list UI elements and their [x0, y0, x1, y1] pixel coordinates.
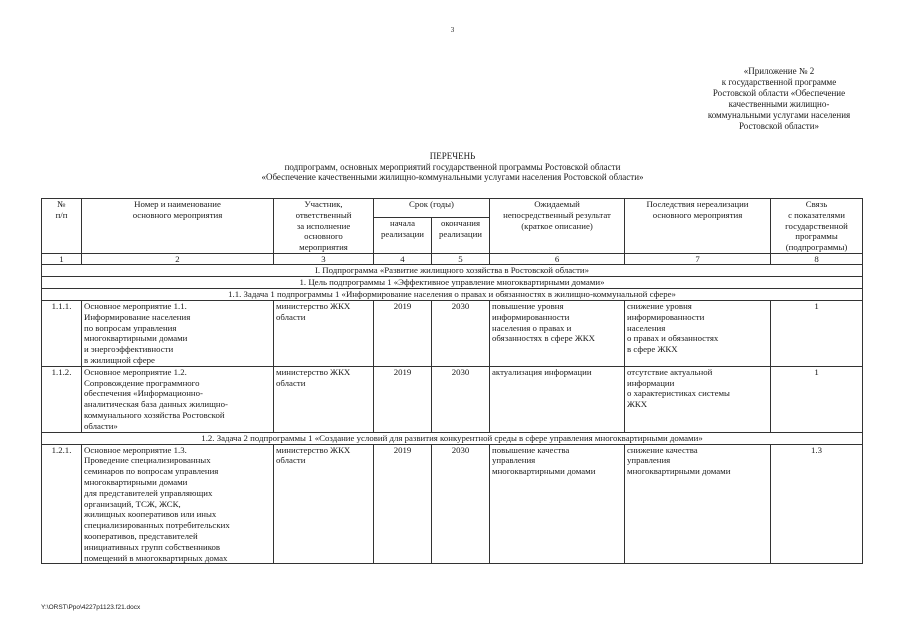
row-participant: министерство ЖКХ области: [274, 444, 374, 564]
header-name: Номер и наименование основного мероприятия: [82, 199, 274, 254]
header-consequences: Последствия нереализации основного мероприятия: [625, 199, 771, 254]
column-number-row: [42, 253, 863, 264]
column-number: 7: [625, 253, 771, 264]
header-start: начала реализации: [374, 217, 432, 253]
row-consequences: снижение уровня информированности населения о правах и обязанностях в сфере ЖКХ: [625, 300, 771, 366]
header-row: [42, 199, 863, 218]
annex-line: Ростовской области»: [738, 121, 820, 131]
row-participant: министерство ЖКХ области: [274, 300, 374, 366]
annex-line: коммунальными услугами населения: [707, 110, 851, 120]
column-number: 6: [490, 253, 625, 264]
row-link: 1: [771, 300, 863, 366]
header-num: № п/п: [42, 199, 82, 254]
row-link: 1: [771, 366, 863, 432]
row-name: Основное мероприятие 1.2. Сопровождение программного обеспечения «Информационно- аналитическая база данных жилищно- коммунального хозяйства Ростовской области»: [82, 366, 274, 432]
measures-table: [41, 198, 863, 564]
header-term: Срок (годы): [374, 199, 490, 218]
subprogram-title: I. Подпрограмма «Развитие жилищного хозяйства в Ростовской области»: [42, 264, 863, 276]
row-consequences: снижение качества управления многоквартирными домами: [625, 444, 771, 564]
row-name: Основное мероприятие 1.1. Информирование населения по вопросам управления многоквартирными домами и энергоэффективности в жилищной сфере: [82, 300, 274, 366]
annex-block: [680, 66, 878, 132]
row-result: повышение уровня информированности населения о правах и обязанностях в сфере ЖКХ: [490, 300, 625, 366]
header-end: окончания реализации: [432, 217, 490, 253]
title-line: «Обеспечение качественными жилищно-коммунальными услугами населения Ростовской области»: [261, 172, 644, 182]
column-number: 3: [274, 253, 374, 264]
title-heading: ПЕРЕЧЕНЬ: [429, 151, 476, 161]
table-row: [42, 444, 863, 564]
goal-title: 1. Цель подпрограммы 1 «Эффективное управление многоквартирными домами»: [42, 276, 863, 288]
file-path-footer: Y:\ORST\Ppo\4227p1123.f21.docx: [41, 604, 141, 611]
page-number: 3: [450, 26, 455, 34]
row-num: 1.1.2.: [42, 366, 82, 432]
row-result: повышение качества управления многоквартирными домами: [490, 444, 625, 564]
row-consequences: отсутствие актуальной информации о характеристиках системы ЖКХ: [625, 366, 771, 432]
column-number: 8: [771, 253, 863, 264]
row-result: актуализация информации: [490, 366, 625, 432]
row-start: 2019: [374, 444, 432, 564]
row-num: 1.1.1.: [42, 300, 82, 366]
header-link: Связь с показателями государственной программы (подпрограммы): [771, 199, 863, 254]
goal-row: [42, 276, 863, 288]
row-name: Основное мероприятие 1.3. Проведение специализированных семинаров по вопросам управления многоквартирными домами для представителей управляющих организаций, ТСЖ, ЖСК, жилищных кооперативов или иных специализированных потребительских кооперативов, представителей инициативных групп собственников помещений в многоквартирных домах: [82, 444, 274, 564]
row-end: 2030: [432, 300, 490, 366]
column-number: 4: [374, 253, 432, 264]
row-start: 2019: [374, 300, 432, 366]
subprogram-row: [42, 264, 863, 276]
row-start: 2019: [374, 366, 432, 432]
column-number: 1: [42, 253, 82, 264]
row-participant: министерство ЖКХ области: [274, 366, 374, 432]
task-title: 1.2. Задача 2 подпрограммы 1 «Создание условий для развития конкурентной среды в сфере управления многоквартирными домами»: [42, 432, 863, 444]
annex-line: «Приложение № 2: [743, 66, 815, 76]
task-row: [42, 288, 863, 300]
column-number: 2: [82, 253, 274, 264]
document-title: [0, 151, 905, 183]
table-row: [42, 366, 863, 432]
row-end: 2030: [432, 366, 490, 432]
task-row: [42, 432, 863, 444]
task-title: 1.1. Задача 1 подпрограммы 1 «Информирование населения о правах и обязанностях в жилищно-коммунальной сфере»: [42, 288, 863, 300]
row-num: 1.2.1.: [42, 444, 82, 564]
annex-line: к государственной программе: [721, 77, 837, 87]
row-link: 1.3: [771, 444, 863, 564]
table-row: [42, 300, 863, 366]
annex-line: качественными жилищно-: [728, 99, 830, 109]
title-line: подпрограмм, основных мероприятий государственной программы Ростовской области: [284, 161, 621, 172]
header-result: Ожидаемый непосредственный результат (краткое описание): [490, 199, 625, 254]
header-participant: Участник, ответственный за исполнение основного мероприятия: [274, 199, 374, 254]
annex-line: Ростовской области «Обеспечение: [712, 88, 846, 98]
column-number: 5: [432, 253, 490, 264]
row-end: 2030: [432, 444, 490, 564]
